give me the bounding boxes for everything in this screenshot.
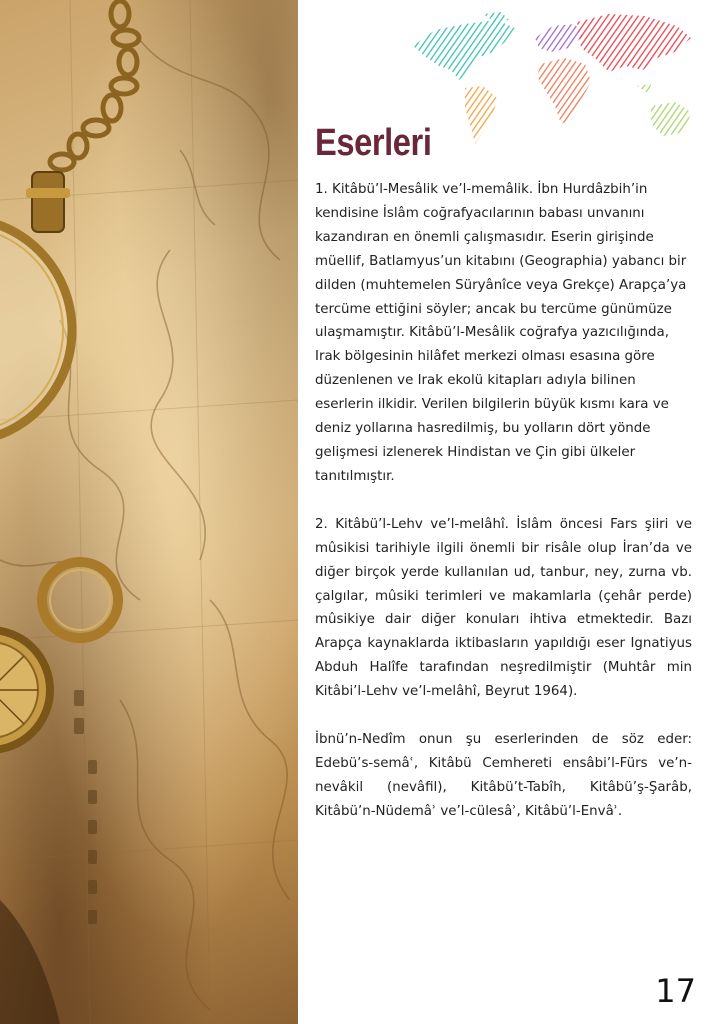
paragraph-lehv: 2. Kitâbü’l-Lehv ve’l-melâhî. İslâm öncesi Fars şiiri ve mûsikisi tarihiyle ilgili önemli bir risâle olup İran’da ve diğer birçok yerde kullanılan ud, tanbur, ney, zurna vb. çalgılar, mûsiki terimleri ve makamlarla (çehâr perde) mûsikiye dair diğer konuları ihtiva etmektedir. Bazı Arapça kaynaklarda iktibasların yapıldığı eser Ignatiyus Abduh Halîfe tarafından neşredilmiştir (Muhtâr min Kitâbi’l-Lehv ve’l-melâhî, Beyrut 1964). [315, 516, 692, 700]
body-text [315, 178, 692, 824]
map-decoration-icon [0, 0, 298, 1024]
antique-map-image [0, 0, 298, 1024]
paragraph-mesalik: 1. Kitâbü’l-Mesâlik ve’l-memâlik. İbn Hurdâzbih’in kendisine İslâm coğrafyacılarının babası unvanını kazandıran en önemli çalışmasıdır. Eserin girişinde müellif, Batlamyus’un kitabını (Geographia) yabancı bir dilden (muhtemelen Süryânîce veya Grekçe) Arapça’ya tercüme ettiğini söyler; ancak bu tercüme günümüze ulaşmamıştır. Kitâbü’l-Mesâlik coğrafya yazıcılığında, Irak bölgesinin hilâfet merkezi olması esasına göre düzenlenen ve Irak ekolü kitapları adıyla bilinen eserlerin ilkidir. Verilen bilgilerin büyük kısmı kara ve deniz yollarına hasredilmiş, bu yolların dört yönde gelişmesi izlenerek Hindistan ve Çin gibi ülkeler tanıtılmıştır. [315, 182, 687, 484]
page-number: 17 [655, 972, 696, 1010]
world-map-icon [405, 8, 695, 148]
paragraph-other-works: İbnü’n-Nedîm onun şu eserlerinden de söz eder: Edebü’s-semâʿ, Kitâbü Cemhereti ensâbi’l-Fürs ve’n-nevâkil (nevâfil), Kitâbü’t-Tabîh, Kitâbü’ş-Şarâb, Kitâbü’n-Nüdemâʾ ve’l-cülesâʾ, Kitâbü’l-Envâʾ. [315, 732, 692, 819]
section-title: Eserleri [315, 122, 432, 164]
